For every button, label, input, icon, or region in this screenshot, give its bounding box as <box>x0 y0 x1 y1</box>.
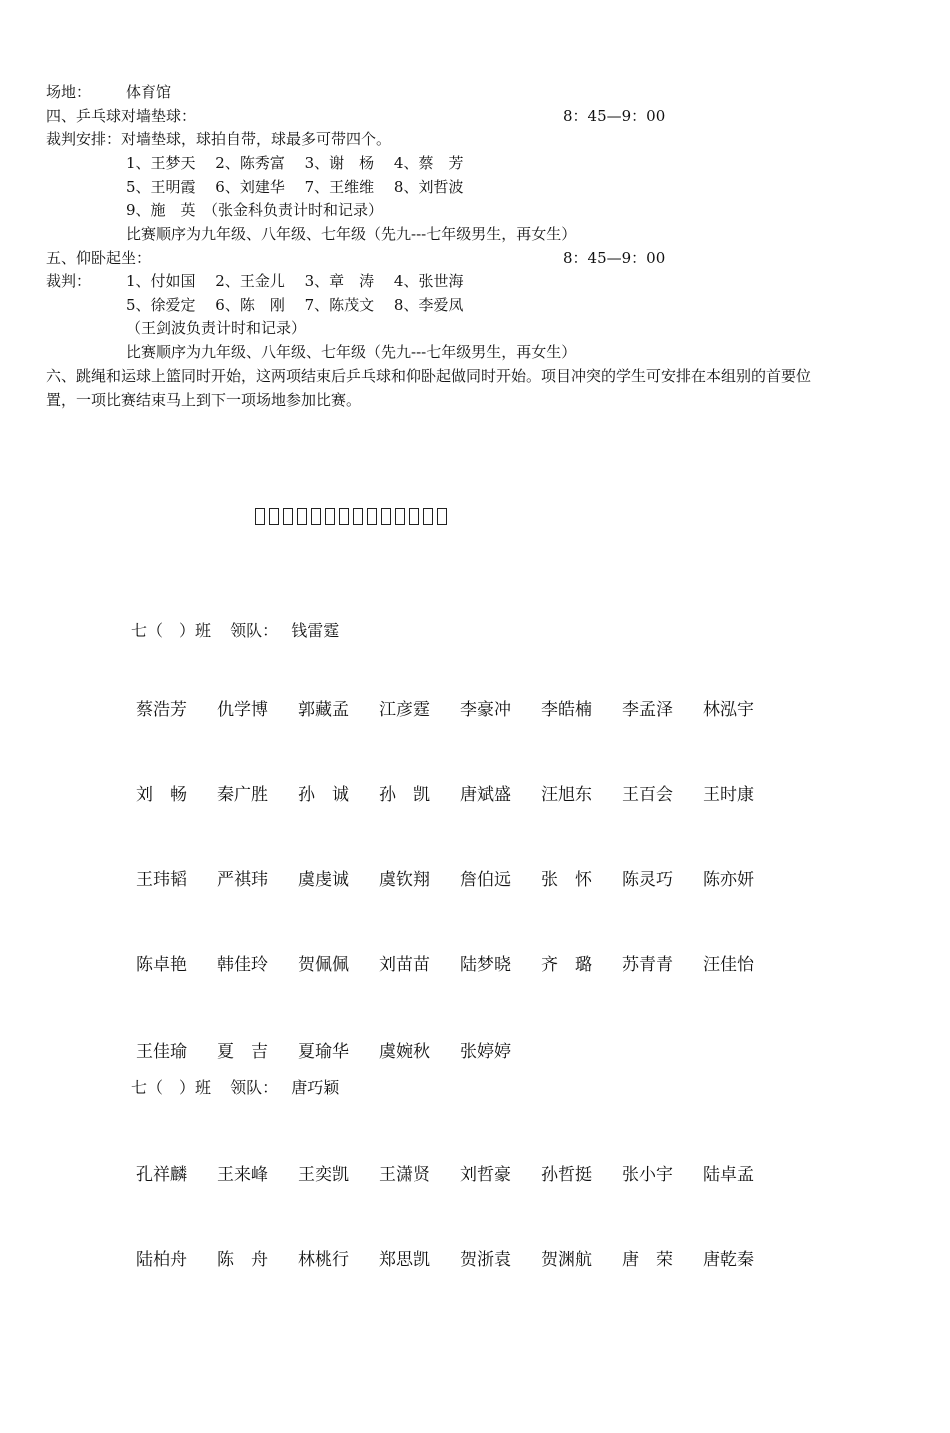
leader-name: 钱雷霆 <box>291 621 340 640</box>
student-name: 蔡浩芳 <box>136 700 187 720</box>
student-name: 王佳瑜 <box>136 1042 187 1062</box>
student-name: 苏青青 <box>622 955 673 975</box>
section6-line2: 置，一项比赛结束马上到下一项场地参加比赛。 <box>46 391 362 409</box>
section4-line3: 9、施 英 （张金科负责计时和记录） <box>126 201 384 219</box>
student-name: 张小宇 <box>622 1165 673 1185</box>
student-name: 王奕凯 <box>298 1165 349 1185</box>
student-name: 王百会 <box>622 785 673 805</box>
student-name: 陈卓艳 <box>136 955 187 975</box>
student-name: 贺浙袁 <box>460 1250 511 1270</box>
student-name: 仇学博 <box>217 700 268 720</box>
student-name: 夏瑜华 <box>298 1042 349 1062</box>
section4-order: 比赛顺序为九年级、八年级、七年级（先九---七年级男生，再女生） <box>126 225 577 243</box>
section5-time: 8：45—9：00 <box>563 249 666 267</box>
student-name: 陈亦妍 <box>703 870 754 890</box>
section4-title: 四、乒乓球对墙垫球： <box>46 107 197 125</box>
student-name: 贺渊航 <box>541 1250 592 1270</box>
student-name: 林泓宇 <box>703 700 754 720</box>
section5-line2: 5、徐爱定 6、陈 刚 7、陈茂文 8、李爱凤 <box>126 296 464 314</box>
student-name: 刘 畅 <box>136 785 187 805</box>
section5-line3: （王剑波负责计时和记录） <box>126 319 307 337</box>
section4-line2: 5、王明霞 6、刘建华 7、王维维 8、刘哲波 <box>126 178 464 196</box>
student-name: 刘哲豪 <box>460 1165 511 1185</box>
venue-label: 场地： <box>46 83 92 101</box>
section5-order: 比赛顺序为九年级、八年级、七年级（先九---七年级男生，再女生） <box>126 343 577 361</box>
student-name: 汪佳怡 <box>703 955 754 975</box>
student-name: 王潇贤 <box>379 1165 430 1185</box>
student-name: 郭藏孟 <box>298 700 349 720</box>
class-label: 七（ ）班 <box>131 1078 212 1097</box>
unrendered-title <box>255 508 447 525</box>
leader-label: 领队： <box>230 621 279 640</box>
student-name: 贺佩佩 <box>298 955 349 975</box>
student-name: 孔祥麟 <box>136 1165 187 1185</box>
team-header <box>131 618 339 641</box>
student-name: 唐乾秦 <box>703 1250 754 1270</box>
student-name: 张婷婷 <box>460 1042 511 1062</box>
student-name: 李豪冲 <box>460 700 511 720</box>
section4-referee: 裁判安排：对墙垫球，球拍自带，球最多可带四个。 <box>46 130 392 148</box>
class-label: 七（ ）班 <box>131 621 212 640</box>
leader-label: 领队： <box>230 1078 279 1097</box>
student-name: 陈 舟 <box>217 1250 268 1270</box>
student-name: 李皓楠 <box>541 700 592 720</box>
student-name: 郑思凯 <box>379 1250 430 1270</box>
student-name: 孙 凯 <box>379 785 430 805</box>
section6-line1: 六、跳绳和运球上篮同时开始，这两项结束后乒乓球和仰卧起做同时开始。项目冲突的学生可安排在本组别的首要位 <box>46 367 812 385</box>
student-name: 陆梦晓 <box>460 955 511 975</box>
student-name: 王来峰 <box>217 1165 268 1185</box>
team-header <box>131 1075 339 1098</box>
student-name: 唐 荣 <box>622 1250 673 1270</box>
student-name: 汪旭东 <box>541 785 592 805</box>
section4-time: 8：45—9：00 <box>563 107 666 125</box>
student-name: 孙 诚 <box>298 785 349 805</box>
leader-name: 唐巧颖 <box>291 1078 340 1097</box>
student-name: 虞虔诚 <box>298 870 349 890</box>
student-name: 虞婉秋 <box>379 1042 430 1062</box>
student-name: 王时康 <box>703 785 754 805</box>
section5-title: 五、仰卧起坐： <box>46 249 152 267</box>
student-name: 唐斌盛 <box>460 785 511 805</box>
venue-value: 体育馆 <box>126 83 172 101</box>
student-name: 江彦霆 <box>379 700 430 720</box>
student-name: 李孟泽 <box>622 700 673 720</box>
student-name: 韩佳玲 <box>217 955 268 975</box>
student-name: 王玮韬 <box>136 870 187 890</box>
section4-line1: 1、王梦天 2、陈秀富 3、谢 杨 4、蔡 芳 <box>126 154 464 172</box>
student-name: 虞钦翔 <box>379 870 430 890</box>
section5-line1: 1、付如国 2、王金儿 3、章 涛 4、张世海 <box>126 272 464 290</box>
student-name: 陆柏舟 <box>136 1250 187 1270</box>
student-name: 秦广胜 <box>217 785 268 805</box>
student-name: 陆卓孟 <box>703 1165 754 1185</box>
student-name: 齐 璐 <box>541 955 592 975</box>
student-name: 孙哲挺 <box>541 1165 592 1185</box>
student-name: 刘苗苗 <box>379 955 430 975</box>
student-name: 林桃行 <box>298 1250 349 1270</box>
student-name: 詹伯远 <box>460 870 511 890</box>
student-name: 严祺玮 <box>217 870 268 890</box>
student-name: 张 怀 <box>541 870 592 890</box>
section5-referee-label: 裁判： <box>46 272 92 290</box>
student-name: 陈灵巧 <box>622 870 673 890</box>
student-name: 夏 吉 <box>217 1042 268 1062</box>
